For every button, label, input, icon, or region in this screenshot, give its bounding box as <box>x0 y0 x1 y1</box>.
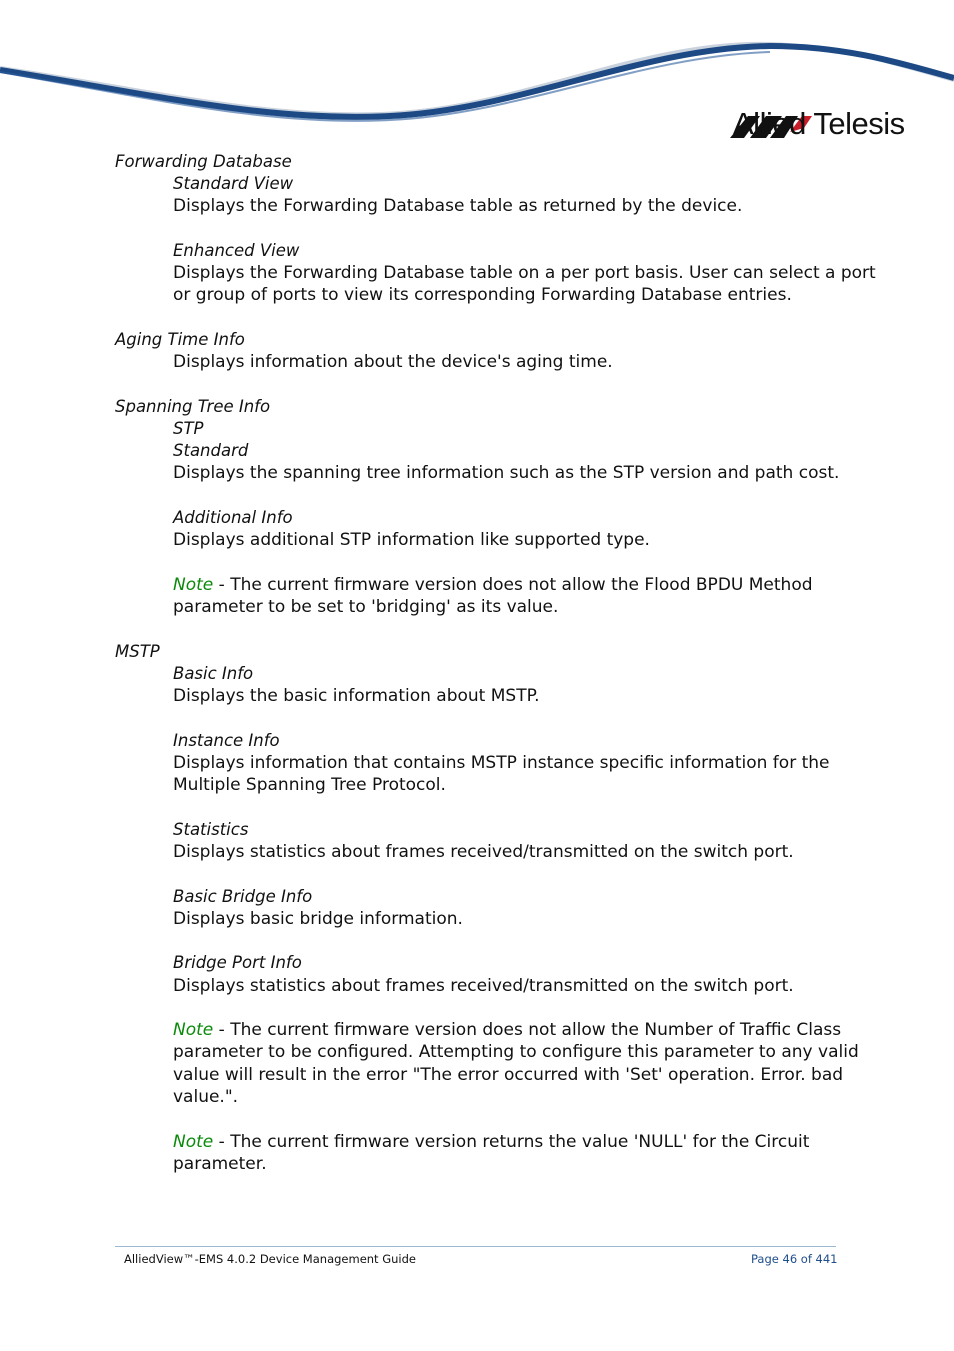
basic-info-description: Displays the basic information about MSTP. <box>173 686 540 706</box>
basic-bridge-info-description: Displays basic bridge information. <box>173 909 463 929</box>
note-paragraph-line: value.". <box>173 1087 239 1107</box>
subsection-title-standard-view: Standard View <box>173 174 294 193</box>
statistics-description: Displays statistics about frames received/transmitted on the switch port. <box>173 842 794 862</box>
subsection-title-basic-info: Basic Info <box>173 664 254 683</box>
note-label: Note <box>173 1132 214 1152</box>
footer-document-title: AlliedView™-EMS 4.0.2 Device Management Guide <box>124 1252 416 1266</box>
footer-divider <box>115 1246 836 1247</box>
enhanced-view-description-line: or group of ports to view its corresponding Forwarding Database entries. <box>173 285 792 305</box>
subsection-title-enhanced-view: Enhanced View <box>173 241 300 260</box>
note-paragraph-line: parameter. <box>173 1154 267 1174</box>
standard-description: Displays the spanning tree information such as the STP version and path cost. <box>173 463 840 483</box>
instance-info-description-line: Displays information that contains MSTP instance specific information for the <box>173 753 830 773</box>
note-text: - The current firmware version returns the value 'NULL' for the Circuit <box>213 1132 810 1152</box>
note-label: Note <box>173 1020 214 1040</box>
note-paragraph-line: parameter to be set to 'bridging' as its value. <box>173 597 559 617</box>
note-paragraph-line <box>173 1019 841 1041</box>
note-paragraph-line <box>173 574 813 596</box>
aging-time-description: Displays information about the device's aging time. <box>173 352 613 372</box>
subsection-title-statistics: Statistics <box>173 820 249 839</box>
subsection-title-stp: STP <box>173 419 204 438</box>
note-paragraph-line <box>173 1131 809 1153</box>
standard-view-description: Displays the Forwarding Database table as returned by the device. <box>173 196 743 216</box>
instance-info-description-line: Multiple Spanning Tree Protocol. <box>173 775 446 795</box>
note-text: - The current firmware version does not allow the Number of Traffic Class <box>213 1020 842 1040</box>
enhanced-view-description-line: Displays the Forwarding Database table on a per port basis. User can select a port <box>173 263 876 283</box>
note-text: - The current firmware version does not allow the Flood BPDU Method <box>213 575 813 595</box>
note-label: Note <box>173 575 214 595</box>
subsection-title-instance-info: Instance Info <box>173 731 280 750</box>
footer-page-number: Page 46 of 441 <box>751 1252 838 1266</box>
logo-text: Allied Telesis <box>733 106 905 141</box>
section-title-mstp: MSTP <box>115 642 160 661</box>
additional-info-description: Displays additional STP information like supported type. <box>173 530 650 550</box>
section-title-forwarding-database: Forwarding Database <box>115 152 292 171</box>
note-paragraph-line: parameter to be configured. Attempting to configure this parameter to any valid <box>173 1042 859 1062</box>
section-title-spanning-tree-info: Spanning Tree Info <box>115 397 271 416</box>
subsection-title-bridge-port-info: Bridge Port Info <box>173 953 302 972</box>
subsection-title-standard: Standard <box>173 441 249 460</box>
subsection-title-basic-bridge-info: Basic Bridge Info <box>173 887 313 906</box>
subsection-title-additional-info: Additional Info <box>173 508 293 527</box>
bridge-port-info-description: Displays statistics about frames received/transmitted on the switch port. <box>173 976 794 996</box>
section-title-aging-time-info: Aging Time Info <box>115 330 245 349</box>
note-paragraph-line: value will result in the error "The error occurred with 'Set' operation. Error. bad <box>173 1065 844 1085</box>
